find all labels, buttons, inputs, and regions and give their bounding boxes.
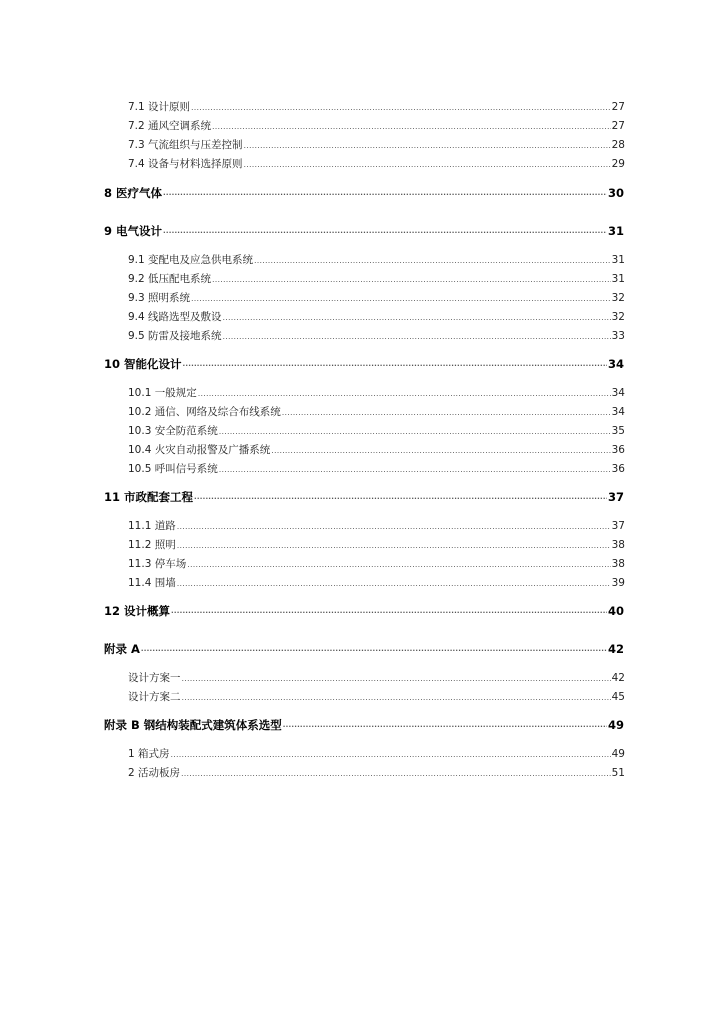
toc-entry-title: 9.5 防雷及接地系统 xyxy=(128,330,222,342)
dot-leader xyxy=(212,273,611,285)
toc-entry-page: 36 xyxy=(611,463,625,475)
toc-entry-page: 37 xyxy=(611,520,625,532)
toc-entry-title: 7.1 设计原则 xyxy=(128,101,191,113)
toc-entry-title: 9.1 变配电及应急供电系统 xyxy=(128,254,254,266)
toc-entry-title: 10.1 一般规定 xyxy=(128,387,197,399)
toc-entry-page: 31 xyxy=(611,254,625,266)
toc-entry-page: 49 xyxy=(611,748,625,760)
toc-chapter-title: 附录 B 钢结构装配式建筑体系选型 xyxy=(104,718,282,732)
dot-leader xyxy=(283,718,607,732)
toc-chapter[interactable] xyxy=(104,641,624,657)
toc-entry-title: 10.5 呼叫信号系统 xyxy=(128,463,218,475)
toc-chapter-title: 附录 A xyxy=(104,642,140,656)
toc-entry-page: 38 xyxy=(611,539,625,551)
toc-entry[interactable] xyxy=(128,765,625,780)
dot-leader xyxy=(182,691,611,703)
toc-entry[interactable] xyxy=(128,309,625,324)
toc-entry[interactable] xyxy=(128,423,625,438)
toc-entry-page: 38 xyxy=(611,558,625,570)
toc-entry-title: 1 箱式房 xyxy=(128,748,170,760)
toc-entry[interactable] xyxy=(128,290,625,305)
toc-entry-page: 32 xyxy=(611,292,625,304)
toc-entry-title: 11.1 道路 xyxy=(128,520,176,532)
toc-entry[interactable] xyxy=(128,137,625,152)
toc-chapter-page: 42 xyxy=(607,642,624,656)
dot-leader xyxy=(183,357,607,371)
toc-entry-title: 11.3 停车场 xyxy=(128,558,187,570)
toc-entry[interactable] xyxy=(128,99,625,114)
toc-entry-page: 34 xyxy=(611,387,625,399)
toc-chapter-page: 31 xyxy=(607,224,624,238)
dot-leader xyxy=(223,311,611,323)
toc-entry-title: 10.2 通信、网络及综合布线系统 xyxy=(128,406,281,418)
toc-entry[interactable] xyxy=(128,556,625,571)
toc-entry-title: 7.3 气流组织与压差控制 xyxy=(128,139,243,151)
dot-leader xyxy=(177,577,611,589)
toc-chapter-page: 37 xyxy=(607,490,624,504)
toc-entry[interactable] xyxy=(128,518,625,533)
dot-leader xyxy=(212,120,611,132)
toc-chapter-page: 34 xyxy=(607,357,624,371)
toc-entry-title: 10.4 火灾自动报警及广播系统 xyxy=(128,444,271,456)
toc-entry-page: 42 xyxy=(611,672,625,684)
toc-entry[interactable] xyxy=(128,252,625,267)
toc-entry-page: 27 xyxy=(611,120,625,132)
toc-entry[interactable] xyxy=(128,385,625,400)
toc-entry-page: 35 xyxy=(611,425,625,437)
toc-chapter[interactable] xyxy=(104,223,624,239)
toc-entry-title: 9.4 线路选型及敷设 xyxy=(128,311,222,323)
dot-leader xyxy=(163,186,607,200)
dot-leader xyxy=(163,224,607,238)
toc-entry-title: 7.2 通风空调系统 xyxy=(128,120,212,132)
toc-entry[interactable] xyxy=(128,689,625,704)
toc-entry-page: 51 xyxy=(611,767,625,779)
dot-leader xyxy=(219,425,611,437)
toc-entry-title: 9.2 低压配电系统 xyxy=(128,273,212,285)
toc-entry[interactable] xyxy=(128,442,625,457)
toc-entry-page: 45 xyxy=(611,691,625,703)
toc-entry-title: 11.4 围墙 xyxy=(128,577,176,589)
toc-entry-page: 34 xyxy=(611,406,625,418)
dot-leader xyxy=(177,520,611,532)
toc-entry[interactable] xyxy=(128,156,625,171)
toc-entry-title: 设计方案二 xyxy=(128,691,181,703)
toc-entry[interactable] xyxy=(128,575,625,590)
dot-leader xyxy=(271,444,610,456)
toc-chapter-page: 40 xyxy=(607,604,624,618)
dot-leader xyxy=(194,490,607,504)
toc-entry[interactable] xyxy=(128,404,625,419)
toc-entry-title: 7.4 设备与材料选择原则 xyxy=(128,158,243,170)
dot-leader xyxy=(191,292,611,304)
toc-entry[interactable] xyxy=(128,746,625,761)
dot-leader xyxy=(282,406,611,418)
toc-entry[interactable] xyxy=(128,118,625,133)
toc-entry-title: 9.3 照明系统 xyxy=(128,292,191,304)
toc-chapter-title: 9 电气设计 xyxy=(104,224,163,238)
dot-leader xyxy=(187,558,610,570)
toc-entry[interactable] xyxy=(128,271,625,286)
toc-chapter-page: 49 xyxy=(607,718,624,732)
dot-leader xyxy=(254,254,611,266)
toc-chapter-title: 8 医疗气体 xyxy=(104,186,163,200)
toc-entry-page: 33 xyxy=(611,330,625,342)
toc-chapter-page: 30 xyxy=(607,186,624,200)
dot-leader xyxy=(244,158,611,170)
dot-leader xyxy=(244,139,611,151)
dot-leader xyxy=(182,672,611,684)
dot-leader xyxy=(219,463,611,475)
toc-entry-page: 28 xyxy=(611,139,625,151)
toc-entry-page: 27 xyxy=(611,101,625,113)
toc-chapter[interactable] xyxy=(104,489,624,505)
toc-entry[interactable] xyxy=(128,461,625,476)
dot-leader xyxy=(141,642,607,656)
toc-chapter[interactable] xyxy=(104,717,624,733)
dot-leader xyxy=(177,539,611,551)
toc-chapter-title: 10 智能化设计 xyxy=(104,357,182,371)
toc-chapter-title: 11 市政配套工程 xyxy=(104,490,194,504)
toc-entry[interactable] xyxy=(128,328,625,343)
dot-leader xyxy=(181,767,611,779)
toc-entry-page: 39 xyxy=(611,577,625,589)
toc-entry-title: 2 活动板房 xyxy=(128,767,181,779)
toc-entry-page: 32 xyxy=(611,311,625,323)
dot-leader xyxy=(191,101,611,113)
dot-leader xyxy=(171,748,611,760)
toc-entry-title: 10.3 安全防范系统 xyxy=(128,425,218,437)
toc-chapter[interactable] xyxy=(104,185,624,201)
toc-entry[interactable] xyxy=(128,670,625,685)
toc-entry-title: 设计方案一 xyxy=(128,672,181,684)
toc-chapter-title: 12 设计概算 xyxy=(104,604,171,618)
toc-entry-page: 36 xyxy=(611,444,625,456)
dot-leader xyxy=(223,330,611,342)
toc-entry-title: 11.2 照明 xyxy=(128,539,176,551)
toc-entry[interactable] xyxy=(128,537,625,552)
toc-entry-page: 31 xyxy=(611,273,625,285)
toc-chapter[interactable] xyxy=(104,603,624,619)
toc-chapter[interactable] xyxy=(104,356,624,372)
dot-leader xyxy=(171,604,607,618)
toc-entry-page: 29 xyxy=(611,158,625,170)
dot-leader xyxy=(198,387,611,399)
